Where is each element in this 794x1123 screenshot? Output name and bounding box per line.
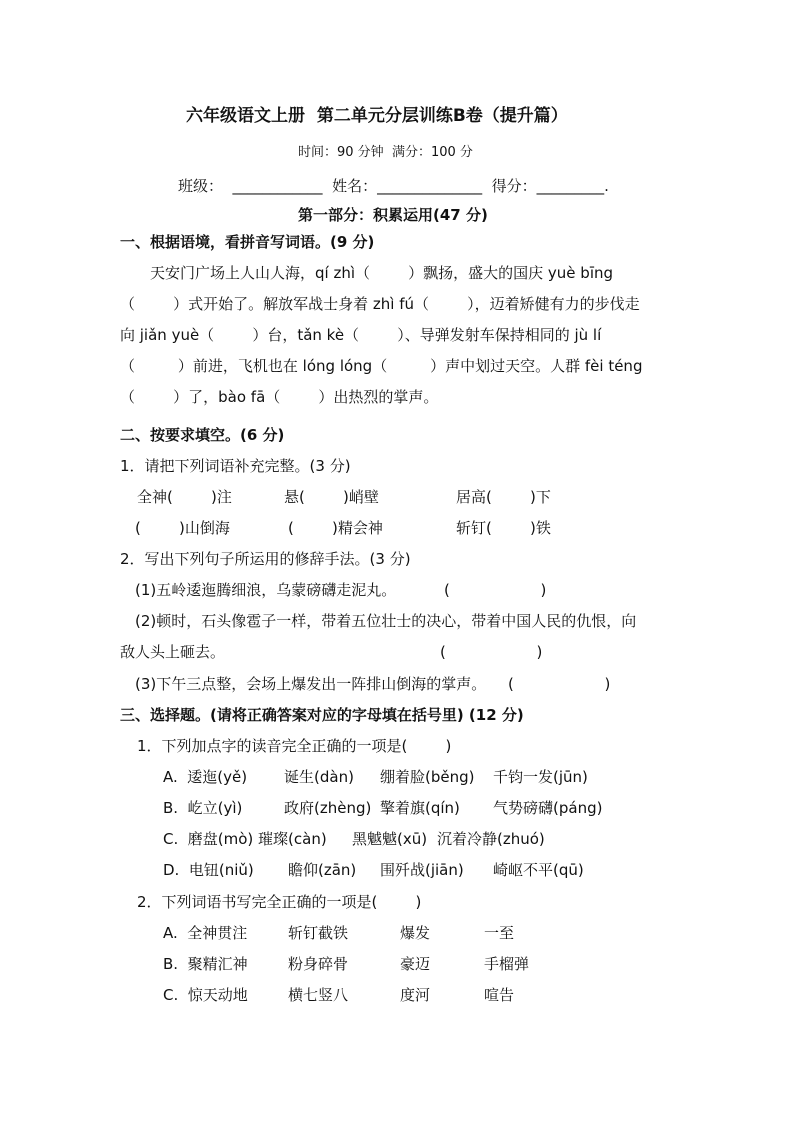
q2-sub1-word: 居高( )下	[456, 488, 551, 506]
q2-sentence-2-cont: 敌人头上砸去。	[120, 643, 226, 661]
student-info-line: 班级： ____________ 姓名：______________ 得分：_________.	[178, 177, 609, 195]
q3-heading: 三、选择题。(请将正确答案对应的字母填在括号里) (12 分)	[120, 706, 524, 724]
q2-heading: 二、按要求填空。(6 分)	[120, 426, 285, 444]
answer-blank: ( )	[444, 581, 547, 599]
q2-sentence-1: (1)五岭逶迤腾细浪，乌蒙磅礴走泥丸。	[135, 581, 397, 599]
q2-sub2: 2．写出下列句子所运用的修辞手法。(3 分)	[120, 550, 411, 568]
q3-item2-option: 粉身碎骨	[288, 955, 349, 973]
q1-heading: 一、根据语境，看拼音写词语。(9 分)	[120, 233, 375, 251]
q3-item1-option: A. 逶迤(yě)	[163, 768, 248, 786]
q3-item2-option: B. 聚精汇神	[163, 955, 248, 973]
q2-sub1-word: ( )山倒海	[135, 519, 230, 537]
q1-line-5: （ ）了，bào fā（ ）出热烈的掌声。	[120, 388, 439, 406]
q3-item2-option: 斩钉截铁	[288, 924, 349, 942]
q3-item1-option: 绷着脸(běng)	[380, 768, 475, 786]
q3-item1-option: 崎岖不平(qū)	[493, 861, 584, 879]
q3-item1-option: C. 磨盘(mò) 璀璨(càn)	[163, 830, 327, 848]
q3-item1-option: 围歼战(jiān)	[380, 861, 464, 879]
q2-sub1-word: ( )精会神	[288, 519, 383, 537]
q3-item2-stem: 2．下列词语书写完全正确的一项是( )	[137, 893, 422, 911]
q2-sentence-3: (3)下午三点整，会场上爆发出一阵排山倒海的掌声。	[135, 675, 487, 693]
q3-item1-option: 擎着旗(qín)	[380, 799, 460, 817]
page-title: 六年级语文上册 第二单元分层训练B卷（提升篇）	[186, 106, 568, 126]
part1-heading: 第一部分：积累运用(47 分)	[298, 206, 488, 224]
q2-sub1-word: 斩钉( )铁	[456, 519, 551, 537]
q3-item2-option: 一至	[484, 924, 515, 942]
q3-item1-option: 沉着冷静(zhuó)	[437, 830, 545, 848]
q3-item2-option: 豪迈	[400, 955, 431, 973]
q3-item2-option: 手榴弹	[484, 955, 530, 973]
q3-item1-option: 瞻仰(zān)	[288, 861, 357, 879]
q2-sub1: 1．请把下列词语补充完整。(3 分)	[120, 457, 351, 475]
q3-item2-option: A. 全神贯注	[163, 924, 248, 942]
q3-item2-option: 喧告	[484, 986, 515, 1004]
q3-item1-option: D. 电钮(niǔ)	[163, 861, 254, 879]
q3-item1-option: 气势磅礴(páng)	[493, 799, 603, 817]
q1-line-1: 天安门广场上人山人海，qí zhì（ ）飘扬，盛大的国庆 yuè bīng	[150, 264, 614, 282]
q3-item1-option: B. 屹立(yì)	[163, 799, 243, 817]
q3-item2-option: 横七竖八	[288, 986, 349, 1004]
q1-line-3: 向 jiǎn yuè（ ）台，tǎn kè（ ）、导弹发射车保持相同的 jù lí	[120, 326, 602, 344]
answer-blank: ( )	[508, 675, 611, 693]
q3-item1-option: 政府(zhèng)	[284, 799, 372, 817]
q2-sub1-word: 悬( )峭壁	[284, 488, 379, 506]
time-info: 时间：90 分钟 满分：100 分	[298, 145, 473, 160]
q3-item2-option: C. 惊天动地	[163, 986, 248, 1004]
q3-item1-option: 诞生(dàn)	[284, 768, 354, 786]
q3-item1-option: 千钧一发(jūn)	[493, 768, 588, 786]
q1-line-4: （ ）前进，飞机也在 lóng lóng（ ）声中划过天空。人群 fèi téng	[120, 357, 643, 375]
q3-item1-stem: 1．下列加点字的读音完全正确的一项是( )	[137, 737, 452, 755]
q1-line-2: （ ）式开始了。解放军战士身着 zhì fú（ ），迈着矫健有力的步伐走	[120, 295, 640, 313]
q3-item2-option: 度河	[400, 986, 431, 1004]
q2-sub1-word: 全神( )注	[137, 488, 232, 506]
answer-blank: ( )	[440, 643, 543, 661]
q3-item1-option: 黑魆魆(xū)	[352, 830, 428, 848]
q2-sentence-2: (2)顿时，石头像雹子一样，带着五位壮士的决心，带着中国人民的仇恨，向	[135, 612, 637, 630]
q3-item2-option: 爆发	[400, 924, 431, 942]
